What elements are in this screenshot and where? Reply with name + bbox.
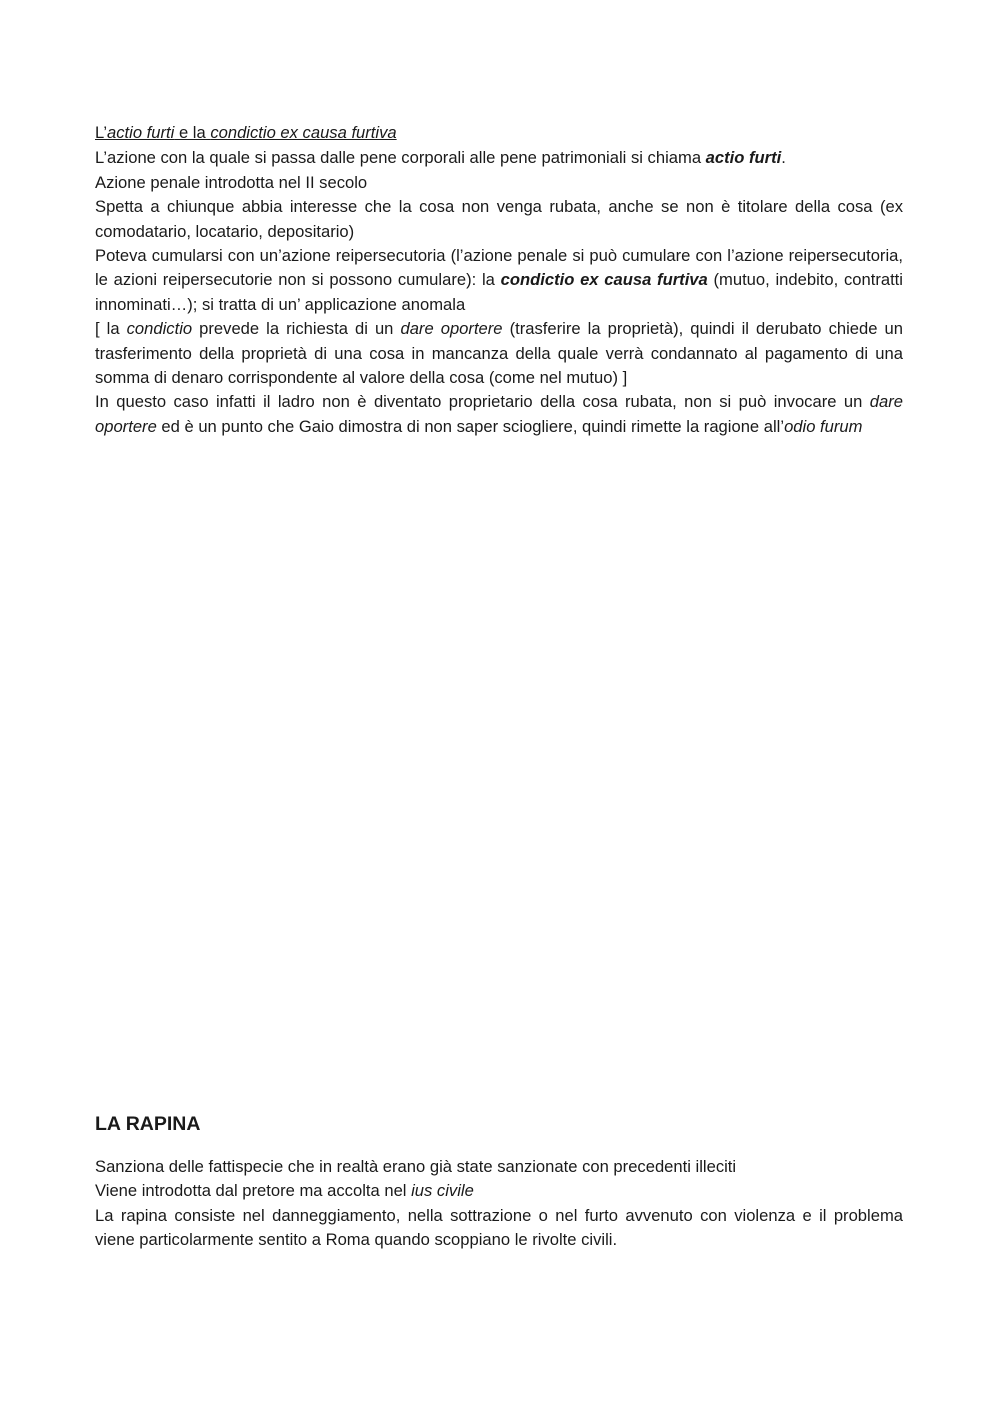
title-italic: actio furti [107,123,175,142]
text: [ la [95,319,127,339]
paragraph-3: Spetta a chiunque abbia interesse che la cosa non venga rubata, anche se non è titolare della cosa (ex comodatario, locatario, depositario) [95,197,903,241]
paragraph-5 [95,317,903,390]
text: (trasferire la proprietà), quindi il derubato chiede un trasferimento della proprietà di una cosa in mancanza della quale verrà condannato al pagamento di una somma di denaro corrispondente al valore della cosa (come nel mutuo) ] [95,319,903,388]
text: L’azione con la quale si passa dalle pene corporali alle pene patrimoniali si chiama [95,148,706,168]
title-part: e la [174,123,211,142]
italic-term: dare oportere [400,319,503,339]
text: Viene introdotta dal pretore ma accolta nel [95,1181,412,1201]
paragraph-4 [95,244,903,317]
paragraph-1: Sanziona delle fattispecie che in realtà erano già state sanzionate con precedenti illeciti [95,1157,737,1176]
paragraph-6 [95,390,903,439]
text: (mutuo, indebito, contratti innominati…); si tratta di un’ applicazione anomala [95,270,903,314]
section-rapina [95,1111,903,1253]
section-actio-furti [95,121,903,439]
paragraph-3: La rapina consiste nel danneggiamento, nella sottrazione o nel furto avvenuto con violenza e il problema viene particolarmente sentito a Roma quando scoppiano le rivolte civili. [95,1205,903,1250]
paragraph-2 [95,1179,903,1203]
text: prevede la richiesta di un [192,319,401,339]
section-title [95,121,903,145]
paragraph-2: Azione penale introdotta nel II secolo [95,172,368,192]
text: Poteva cumularsi con un’azione reipersecutoria (l’azione penale si può cumulare con l’azione reipersecutoria, le azioni reipersecutorie non si possono cumulare): la [95,246,903,290]
italic-term: dare oportere [95,392,903,436]
paragraph-1 [95,146,903,170]
bold-italic-term: condictio ex causa furtiva [500,270,708,290]
title-italic: condictio ex causa furtiva [210,123,397,142]
text: ed è un punto che Gaio dimostra di non saper sciogliere, quindi rimette la ragione all’ [156,416,785,436]
italic-term: odio furum [784,416,863,436]
text: In questo caso infatti il ladro non è diventato proprietario della cosa rubata, non si può invocare un [95,392,870,412]
text: . [781,148,786,168]
bold-italic-term: actio furti [705,148,782,168]
section-heading: LA RAPINA [95,1113,201,1135]
italic-term: ius civile [411,1181,474,1201]
italic-term: condictio [126,319,193,339]
title-part: L’ [95,123,107,142]
